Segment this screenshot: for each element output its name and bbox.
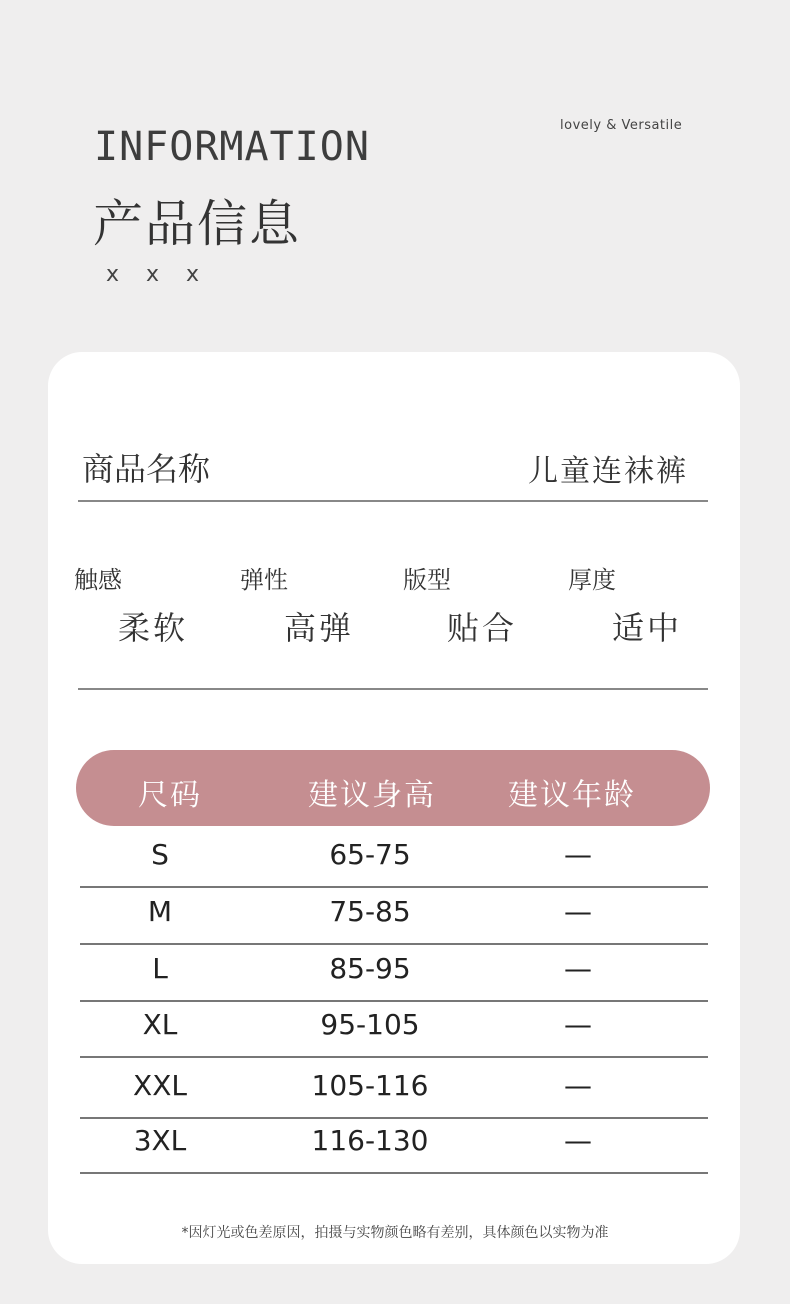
attribute-thickness xyxy=(568,560,728,649)
table-row xyxy=(80,1061,708,1119)
attribute-touch xyxy=(74,560,234,649)
height-cell: 65-75 xyxy=(329,838,411,871)
height-cell: 105-116 xyxy=(311,1069,429,1102)
size-cell: XXL xyxy=(133,1069,187,1102)
attribute-elasticity xyxy=(240,560,400,649)
header-height: 建议身高 xyxy=(308,778,436,813)
age-cell: — xyxy=(564,1008,592,1041)
size-cell: L xyxy=(152,952,168,985)
attribute-value: 贴合 xyxy=(447,609,518,647)
tagline: lovely & Versatile xyxy=(560,118,683,133)
table-row xyxy=(80,887,708,945)
age-cell: — xyxy=(564,1069,592,1102)
age-cell: — xyxy=(564,895,592,928)
attribute-label: 版型 xyxy=(403,566,451,594)
product-name-row xyxy=(78,430,708,502)
attribute-value: 适中 xyxy=(612,609,683,647)
attributes-row xyxy=(74,560,708,690)
height-cell: 95-105 xyxy=(320,1008,420,1041)
size-cell: 3XL xyxy=(133,1124,187,1157)
size-cell: M xyxy=(147,895,173,928)
table-row xyxy=(80,830,708,888)
attribute-label: 厚度 xyxy=(568,566,616,594)
height-cell: 85-95 xyxy=(329,952,411,985)
age-cell: — xyxy=(564,1124,592,1157)
product-name-value: 儿童连袜裤 xyxy=(528,454,688,489)
attribute-label: 弹性 xyxy=(240,566,288,594)
product-name-label: 商品名称 xyxy=(82,450,211,488)
age-cell: — xyxy=(564,838,592,871)
height-cell: 75-85 xyxy=(329,895,411,928)
size-cell: S xyxy=(151,838,169,871)
size-cell: XL xyxy=(142,1008,178,1041)
color-disclaimer: *因灯光或色差原因，拍摄与实物颜色略有差别，具体颜色以实物为准 xyxy=(181,1225,609,1241)
table-row xyxy=(80,944,708,1002)
size-table-header xyxy=(76,750,710,826)
information-heading: INFORMATION xyxy=(94,124,370,170)
attribute-label: 触感 xyxy=(74,566,122,594)
height-cell: 116-130 xyxy=(311,1124,429,1157)
age-cell: — xyxy=(564,952,592,985)
table-row xyxy=(80,1000,708,1058)
table-row xyxy=(80,1116,708,1174)
attribute-value: 柔软 xyxy=(118,609,189,647)
decorative-marks: x x x xyxy=(106,262,210,287)
header-size: 尺码 xyxy=(138,778,202,813)
attribute-fit xyxy=(403,560,563,649)
product-info-heading: 产品信息 xyxy=(93,195,301,253)
attribute-value: 高弹 xyxy=(284,609,355,647)
header-age: 建议年龄 xyxy=(508,778,636,813)
